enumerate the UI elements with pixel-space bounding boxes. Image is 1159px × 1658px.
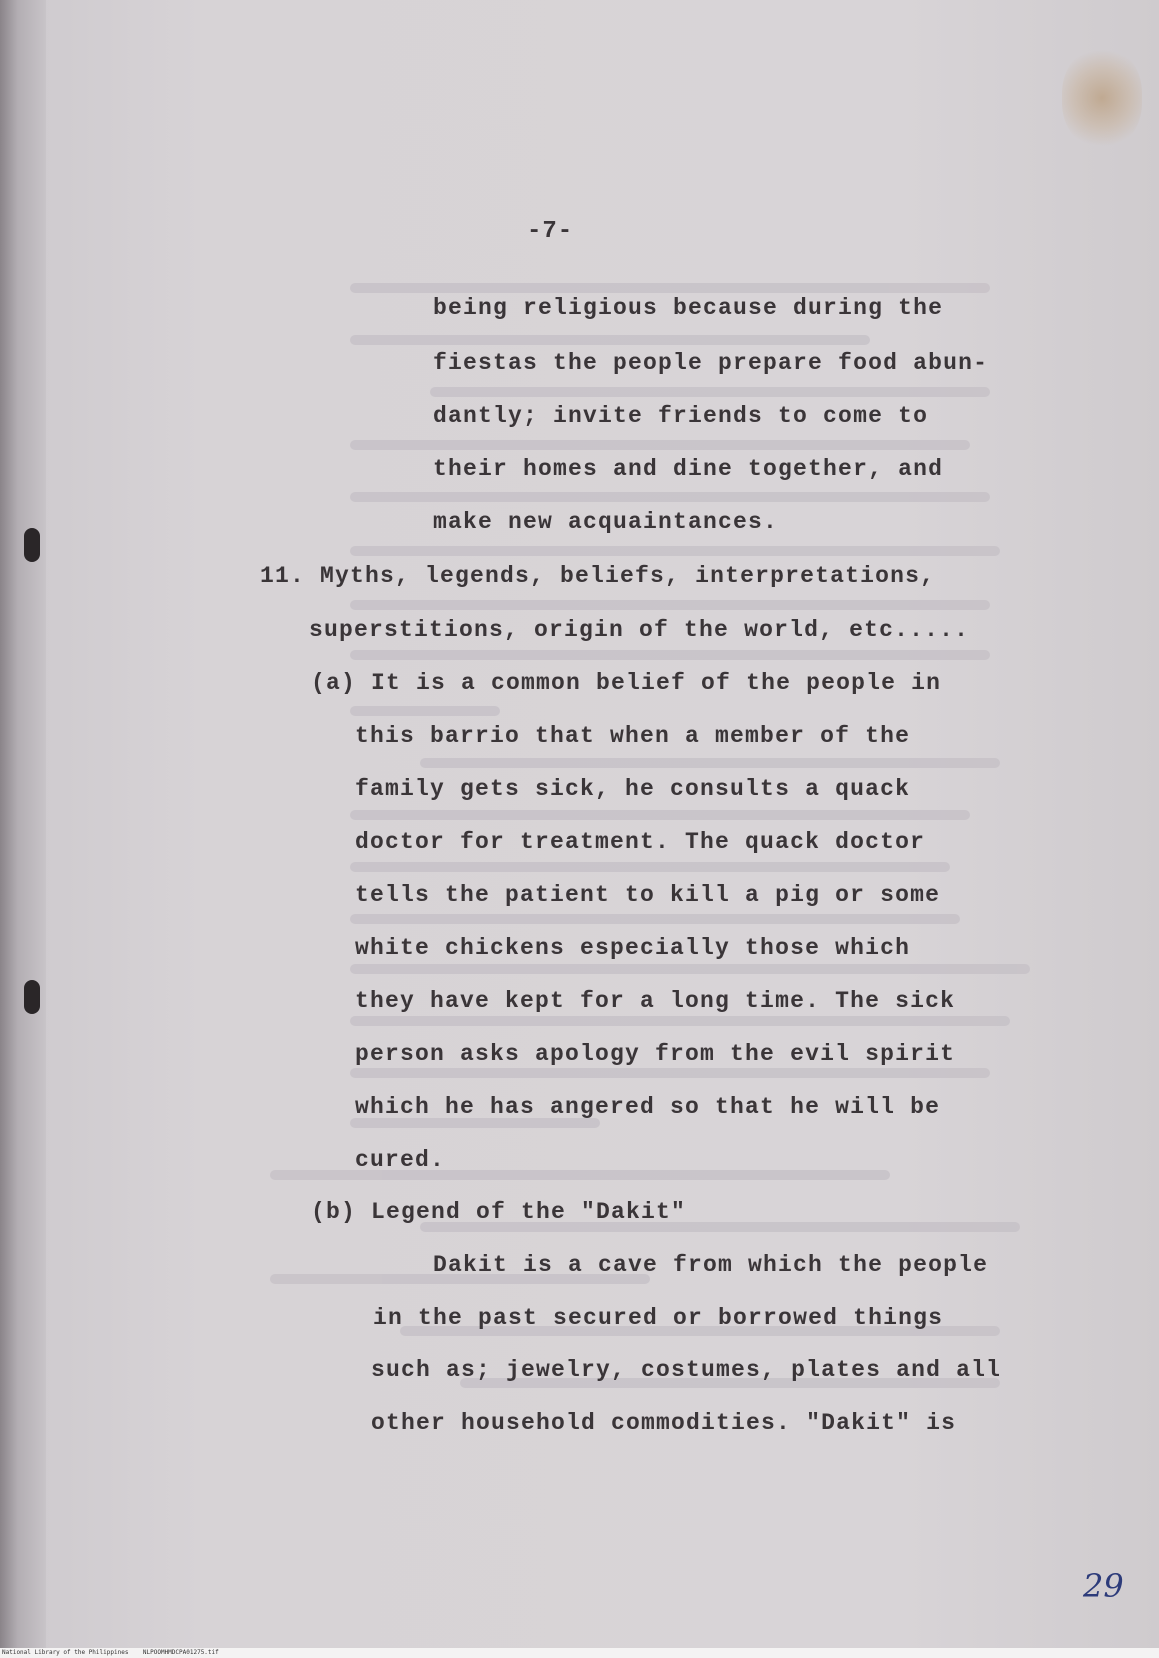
body-line: white chickens especially those which xyxy=(355,935,911,961)
body-line: make new acquaintances. xyxy=(433,509,779,535)
scan-footer-text xyxy=(2,1649,219,1656)
footer-source: National Library of the Philippines xyxy=(2,1649,129,1656)
footer-file: NLPOOMHMDCPA01275.tif xyxy=(142,1649,219,1656)
body-line: (a) It is a common belief of the people in xyxy=(311,670,942,696)
body-line: doctor for treatment. The quack doctor xyxy=(355,829,926,855)
body-line: other household commodities. "Dakit" is xyxy=(371,1410,957,1436)
body-line: superstitions, origin of the world, etc..... xyxy=(309,617,970,643)
body-line: dantly; invite friends to come to xyxy=(433,403,929,429)
body-line: which he has angered so that he will be xyxy=(355,1094,941,1120)
body-line: in the past secured or borrowed things xyxy=(373,1305,944,1331)
body-line: tells the patient to kill a pig or some xyxy=(355,882,941,908)
handwritten-page-number: 29 xyxy=(1083,1567,1124,1605)
body-line: they have kept for a long time. The sick xyxy=(355,988,956,1014)
body-line: cured. xyxy=(355,1147,446,1173)
body-line: person asks apology from the evil spirit xyxy=(355,1041,956,1067)
section-heading: 11. Myths, legends, beliefs, interpretations, xyxy=(260,563,936,589)
body-line: their homes and dine together, and xyxy=(433,456,944,482)
subsection-heading: (b) Legend of the "Dakit" xyxy=(311,1199,687,1225)
body-line: this barrio that when a member of the xyxy=(355,723,911,749)
page-number: -7- xyxy=(527,218,574,245)
body-line: fiestas the people prepare food abun- xyxy=(433,350,989,376)
body-line: family gets sick, he consults a quack xyxy=(355,776,911,802)
body-line: such as; jewelry, costumes, plates and all xyxy=(371,1357,1002,1383)
body-line: Dakit is a cave from which the people xyxy=(433,1252,989,1278)
body-line: being religious because during the xyxy=(433,295,944,321)
